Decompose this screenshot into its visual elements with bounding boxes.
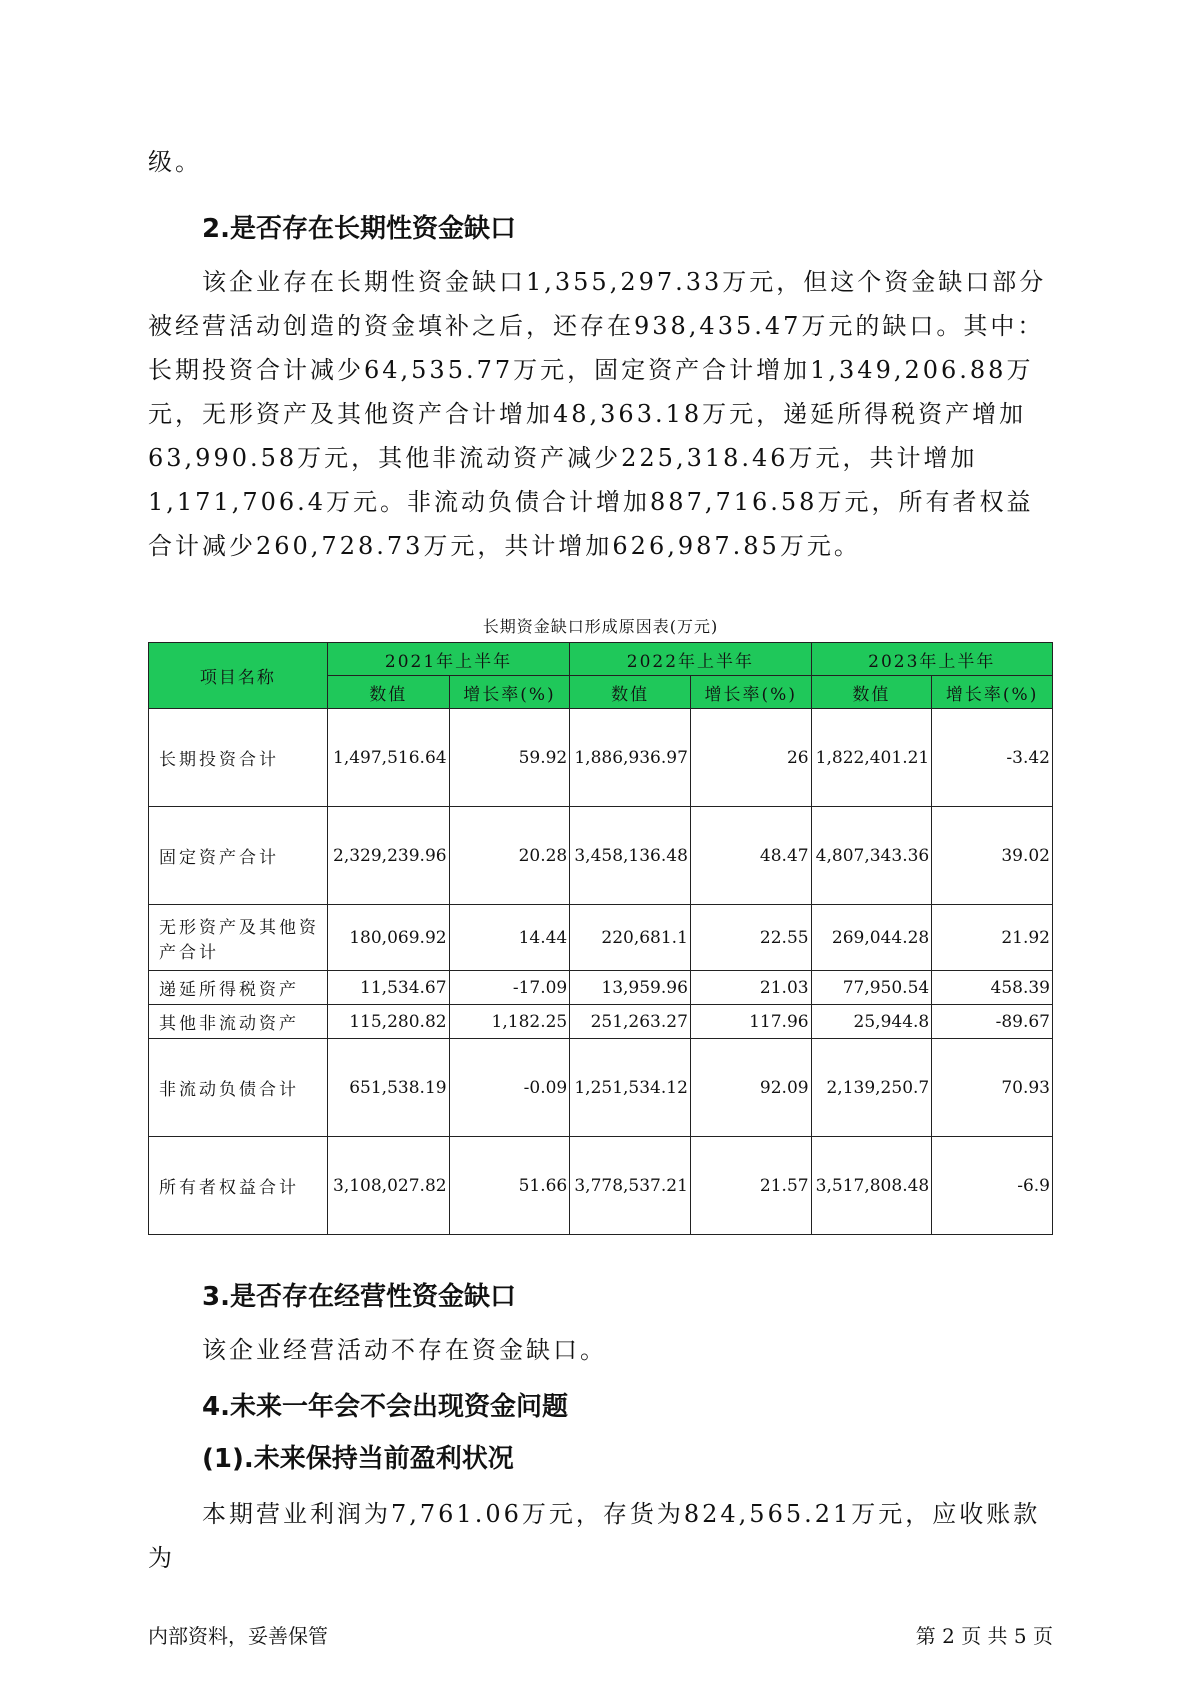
table-row (149, 807, 1053, 905)
row-name: 其他非流动资产 (149, 1005, 328, 1039)
section-2-heading: 2.是否存在长期性资金缺口 (202, 214, 516, 244)
cell-growth: 14.44 (449, 905, 570, 971)
cell-value: 1,822,401.21 (811, 709, 932, 807)
cell-growth: 20.28 (449, 807, 570, 905)
cell-value: 3,108,027.82 (327, 1137, 449, 1235)
section-4-paragraph: 本期营业利润为7,761.06万元，存货为824,565.21万元，应收账款为 (148, 1500, 1041, 1572)
col-value: 数值 (327, 676, 449, 709)
funding-gap-table (148, 642, 1053, 1235)
cell-value: 1,886,936.97 (570, 709, 691, 807)
col-period-2022: 2022年上半年 (570, 643, 811, 676)
cell-growth: 92.09 (690, 1039, 811, 1137)
table-row (149, 1137, 1053, 1235)
section-4-heading: 4.未来一年会不会出现资金问题 (202, 1392, 568, 1422)
cell-growth: 21.03 (690, 971, 811, 1005)
cell-value: 2,139,250.7 (811, 1039, 932, 1137)
col-period-2023: 2023年上半年 (811, 643, 1052, 676)
row-name: 非流动负债合计 (149, 1039, 328, 1137)
cell-value: 13,959.96 (570, 971, 691, 1005)
table-row (149, 1005, 1053, 1039)
row-name: 无形资产及其他资产合计 (149, 905, 328, 971)
cell-value: 1,251,534.12 (570, 1039, 691, 1137)
cell-growth: 1,182.25 (449, 1005, 570, 1039)
cell-growth: -3.42 (932, 709, 1053, 807)
cell-growth: 458.39 (932, 971, 1053, 1005)
col-period-2021: 2021年上半年 (327, 643, 569, 676)
lead-text: 级。 (148, 148, 202, 176)
cell-value: 251,263.27 (570, 1005, 691, 1039)
section-3-heading: 3.是否存在经营性资金缺口 (202, 1282, 516, 1312)
cell-growth: 48.47 (690, 807, 811, 905)
row-name: 长期投资合计 (149, 709, 328, 807)
col-growth: 增长率(%) (932, 676, 1053, 709)
cell-growth: 21.57 (690, 1137, 811, 1235)
footer-confidential: 内部资料，妥善保管 (148, 1624, 328, 1648)
cell-value: 4,807,343.36 (811, 807, 932, 905)
cell-growth: -89.67 (932, 1005, 1053, 1039)
table-row (149, 1039, 1053, 1137)
section-3-paragraph: 该企业经营活动不存在资金缺口。 (202, 1336, 607, 1364)
cell-growth: 22.55 (690, 905, 811, 971)
section-4-subheading: (1).未来保持当前盈利状况 (202, 1444, 514, 1474)
cell-value: 180,069.92 (327, 905, 449, 971)
cell-value: 11,534.67 (327, 971, 449, 1005)
cell-growth: 59.92 (449, 709, 570, 807)
cell-growth: -0.09 (449, 1039, 570, 1137)
table-caption: 长期资金缺口形成原因表(万元) (482, 617, 719, 636)
table-row (149, 971, 1053, 1005)
table-row (149, 709, 1053, 807)
cell-growth: 26 (690, 709, 811, 807)
cell-value: 25,944.8 (811, 1005, 932, 1039)
section-2-paragraph: 该企业存在长期性资金缺口1,355,297.33万元，但这个资金缺口部分被经营活动创造的资金填补之后，还存在938,435.47万元的缺口。其中：长期投资合计减少64,535.77万元，固定资产合计增加1,349,206.88万元，无形资产及其他资产合计增加48,363.18万元，递延所得税资产增加63,990.58万元，其他非流动资产减少225,318.46万元，共计增加1,171,706.4万元。非流动负债合计增加887,716.58万元，所有者权益合计减少260,728.73万元，共计增加626,987.85万元。 (148, 268, 1047, 560)
cell-value: 115,280.82 (327, 1005, 449, 1039)
row-name: 递延所得税资产 (149, 971, 328, 1005)
row-name: 固定资产合计 (149, 807, 328, 905)
footer-page-number: 第 2 页 共 5 页 (915, 1624, 1053, 1648)
row-name: 所有者权益合计 (149, 1137, 328, 1235)
cell-value: 651,538.19 (327, 1039, 449, 1137)
cell-growth: -17.09 (449, 971, 570, 1005)
cell-value: 3,778,537.21 (570, 1137, 691, 1235)
col-value: 数值 (811, 676, 932, 709)
cell-growth: 70.93 (932, 1039, 1053, 1137)
cell-value: 2,329,239.96 (327, 807, 449, 905)
cell-growth: -6.9 (932, 1137, 1053, 1235)
cell-growth: 51.66 (449, 1137, 570, 1235)
cell-value: 77,950.54 (811, 971, 932, 1005)
cell-value: 269,044.28 (811, 905, 932, 971)
cell-growth: 21.92 (932, 905, 1053, 971)
col-item-name: 项目名称 (149, 643, 328, 709)
col-value: 数值 (570, 676, 691, 709)
cell-growth: 39.02 (932, 807, 1053, 905)
col-growth: 增长率(%) (449, 676, 570, 709)
cell-value: 220,681.1 (570, 905, 691, 971)
cell-value: 1,497,516.64 (327, 709, 449, 807)
cell-growth: 117.96 (690, 1005, 811, 1039)
cell-value: 3,458,136.48 (570, 807, 691, 905)
col-growth: 增长率(%) (690, 676, 811, 709)
table-row (149, 905, 1053, 971)
cell-value: 3,517,808.48 (811, 1137, 932, 1235)
